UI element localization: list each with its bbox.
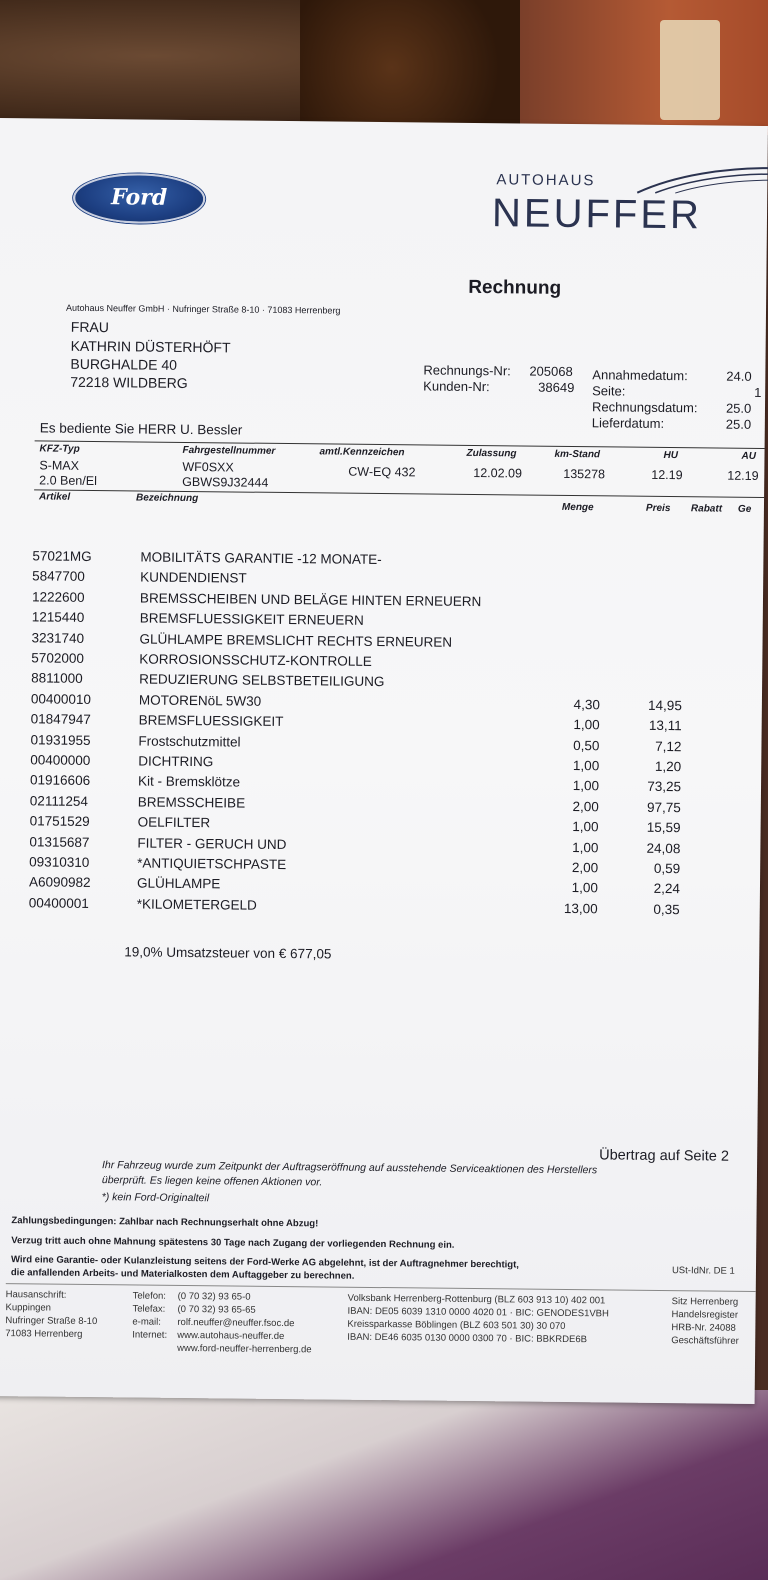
rechnungs-nr-label: Rechnungs-Nr: (423, 362, 511, 379)
footer-bank-line: IBAN: DE05 6039 1310 0000 4020 01 · BIC: GENODES1VBH (347, 1305, 609, 1320)
header-artikel: Artikel (38, 491, 71, 503)
item-description: MOBILITÄTS GARANTIE -12 MONATE- (140, 549, 382, 568)
annahmedatum-label: Annahmedatum: (592, 367, 688, 384)
header-menge: Menge (561, 501, 594, 514)
km-stand-value: 135278 (563, 466, 606, 482)
uebertrag: Übertrag auf Seite 2 (599, 1147, 730, 1165)
item-price: 0,35 (653, 901, 680, 917)
header-preis: Preis (645, 502, 671, 515)
footer-contact-label: Telefax: (132, 1303, 166, 1315)
footer-address-line: Hausanschrift: (5, 1289, 67, 1301)
footer-legal-line: Geschäftsführer (671, 1335, 739, 1347)
item-article-number: 1215440 (31, 609, 85, 626)
kennzeichen-value: CW-EQ 432 (348, 464, 416, 480)
item-price: 97,75 (646, 799, 681, 815)
brand-autohaus: AUTOHAUS (496, 171, 596, 190)
recipient-line: 72218 WILDBERG (70, 373, 188, 391)
item-quantity: 1,00 (572, 819, 599, 835)
header-hu: HU (663, 449, 679, 462)
item-description: FILTER - GERUCH UND (137, 835, 287, 852)
item-description: OELFILTER (137, 814, 211, 831)
service-note: Ihr Fahrzeug wurde zum Zeitpunkt der Auftragseröffnung auf ausstehende Serviceaktionen des Herstellers (101, 1159, 598, 1177)
item-article-number: 57021MG (32, 548, 92, 564)
item-article-number: 00400001 (28, 895, 89, 911)
item-quantity: 0,50 (573, 737, 600, 753)
footer-bank-line: Volksbank Herrenberg-Rottenburg (BLZ 603 913 10) 402 001 (347, 1292, 606, 1307)
item-quantity: 1,00 (571, 880, 599, 896)
header-fahrgestellnummer: Fahrgestellnummer (182, 444, 276, 457)
footer-legal-line: Sitz Herrenberg (671, 1296, 739, 1308)
header-bezeichnung: Bezeichnung (135, 492, 199, 505)
item-article-number: 09310310 (29, 854, 90, 870)
ust-id: USt-IdNr. DE 1 (671, 1265, 735, 1277)
item-article-number: 01931955 (30, 731, 91, 748)
item-description: Kit - Bremsklötze (137, 773, 241, 790)
header-au: AU (741, 450, 757, 462)
rechnungs-nr-value: 205068 (529, 363, 573, 380)
item-article-number: 01315687 (29, 833, 90, 850)
footer-contact-value: (0 70 32) 93 65-0 (177, 1290, 251, 1303)
item-price: 73,25 (647, 779, 682, 795)
rechnungsdatum-value: 25.0 (725, 400, 752, 416)
served-by: Es bediente Sie HERR U. Bessler (39, 420, 243, 438)
item-article-number: 00400000 (30, 752, 91, 768)
fahrgestell-1: WF0SXX (182, 459, 234, 475)
item-price: 13,11 (648, 718, 682, 734)
footer-contact-value: www.ford-neuffer-herrenberg.de (177, 1342, 312, 1356)
item-article-number: 01751529 (29, 813, 90, 830)
ford-logo: Ford (73, 173, 206, 224)
item-description: BREMSSCHEIBEN UND BELÄGE HINTEN ERNEUERN (139, 590, 482, 609)
footer-legal-line: Handelsregister (671, 1309, 739, 1321)
header-rabatt: Rabatt (690, 503, 723, 515)
item-article-number: A6090982 (28, 874, 91, 891)
item-quantity: 4,30 (573, 696, 600, 713)
item-price: 0,59 (653, 860, 681, 877)
item-description: BREMSFLUESSIGKEIT ERNEUERN (139, 610, 364, 629)
seite-value: 1 (754, 384, 762, 400)
item-quantity: 2,00 (571, 860, 599, 876)
item-article-number: 02111254 (29, 793, 88, 809)
recipient-line: BURGHALDE 40 (70, 355, 178, 373)
divider (6, 1283, 756, 1292)
item-article-number: 8811000 (31, 670, 83, 687)
item-description: *ANTIQUIETSCHPASTE (137, 855, 287, 873)
kfz-typ-2: 2.0 Ben/El (39, 473, 97, 489)
lieferdatum-value: 25.0 (725, 416, 752, 432)
coffee-beans-sack (300, 0, 530, 135)
footer-bank-line: IBAN: DE46 6035 0130 0000 0300 70 · BIC: BBKRDE6B (347, 1331, 588, 1346)
header-kennzeichen: amtl.Kennzeichen (319, 446, 405, 459)
sender-line: Autohaus Neuffer GmbH · Nufringer Straße 8-10 · 71083 Herrenberg (65, 302, 341, 316)
item-description: KORROSIONSSCHUTZ-KONTROLLE (139, 651, 372, 669)
footer-legal-line: HRB-Nr. 24088 (671, 1322, 736, 1334)
kfz-typ-1: S-MAX (39, 458, 80, 473)
item-description: Frostschutzmittel (138, 733, 241, 750)
item-quantity: 2,00 (572, 798, 599, 815)
item-article-number: 1222600 (31, 589, 85, 605)
item-description: GLÜHLAMPE (136, 875, 221, 892)
service-note: überprüft. Es liegen keine offenen Aktionen vor. (101, 1174, 323, 1189)
header-km-stand: km-Stand (554, 448, 601, 461)
item-description: GLÜHLAMPE BREMSLICHT RECHTS ERNEUREN (139, 631, 453, 650)
hu-value: 12.19 (651, 467, 683, 483)
kunden-nr-value: 38649 (538, 379, 575, 396)
brand-neuffer: NEUFFER (491, 191, 703, 238)
item-description: MOTORENöL 5W30 (138, 692, 262, 709)
au-value: 12.19 (727, 468, 759, 483)
footer-contact-value: rolf.neuffer@neuffer.fsoc.de (177, 1316, 295, 1330)
lieferdatum-label: Lieferdatum: (591, 415, 665, 431)
footer-contact-value: (0 70 32) 93 65-65 (177, 1303, 256, 1316)
zulassung-value: 12.02.09 (473, 465, 523, 481)
tax-line: 19,0% Umsatzsteuer von € 677,05 (124, 944, 332, 962)
item-description: BREMSFLUESSIGKEIT (138, 712, 284, 730)
recipient-line: FRAU (70, 318, 110, 336)
kunden-nr-label: Kunden-Nr: (423, 378, 490, 395)
item-article-number: 01847947 (30, 711, 91, 728)
payment-terms: Wird eine Garantie- oder Kulanzleistung seitens der Ford-Werke AG abgelehnt, ist der Auftragnehmer berechtigt, (10, 1254, 519, 1271)
footer-address-line: 71083 Herrenberg (5, 1328, 83, 1340)
item-article-number: 3231740 (31, 629, 85, 646)
item-quantity: 13,00 (563, 900, 598, 917)
item-description: REDUZIERUNG SELBSTBETEILIGUNG (139, 671, 385, 690)
footer-contact-label: Telefon: (132, 1290, 167, 1302)
item-quantity: 1,00 (573, 717, 600, 733)
item-description: KUNDENDIENST (140, 569, 247, 586)
cup-shape (520, 0, 768, 135)
item-price: 1,20 (654, 758, 682, 775)
item-price: 15,59 (646, 820, 681, 836)
item-price: 7,12 (655, 738, 682, 754)
fahrgestell-2: GBWS9J32444 (182, 474, 269, 490)
payment-terms: Zahlungsbedingungen: Zahlbar nach Rechnungserhalt ohne Abzug! (11, 1215, 319, 1230)
header-kfz-typ: KFZ-Typ (39, 443, 80, 455)
document-title: Rechnung (468, 276, 562, 299)
item-quantity: 1,00 (572, 778, 600, 794)
payment-terms: die anfallenden Arbeits- und Materialkosten dem Auftaggeber zu berechnen. (10, 1267, 355, 1282)
item-quantity: 1,00 (572, 839, 599, 855)
item-price: 2,24 (653, 881, 681, 897)
recipient-line: KATHRIN DÜSTERHÖFT (70, 337, 231, 356)
item-price: 24,08 (646, 840, 681, 856)
footnote-original: *) kein Ford-Originalteil (101, 1191, 210, 1205)
footer-address-line: Kuppingen (5, 1302, 52, 1314)
item-article-number: 01916606 (29, 772, 91, 789)
payment-terms: Verzug tritt auch ohne Mahnung spätestens 30 Tage nach Zugang der vorliegenden Rechnung ein. (11, 1235, 455, 1251)
footer-contact-value: www.autohaus-neuffer.de (177, 1329, 285, 1343)
item-description: *KILOMETERGELD (136, 896, 257, 913)
annahmedatum-value: 24.0 (726, 368, 752, 384)
item-article-number: 00400010 (30, 691, 92, 707)
item-price: 14,95 (648, 697, 682, 713)
neuffer-swoosh-icon (635, 165, 768, 196)
seite-label: Seite: (592, 383, 626, 399)
invoice-paper (0, 118, 768, 1404)
footer-bank-line: Kreissparkasse Böblingen (BLZ 603 501 30) 30 070 (347, 1318, 566, 1332)
header-zulassung: Zulassung (466, 447, 517, 460)
footer-address-line: Nufringer Straße 8-10 (5, 1315, 98, 1328)
rechnungsdatum-label: Rechnungsdatum: (591, 399, 698, 416)
item-quantity: 1,00 (572, 758, 600, 774)
item-description: DICHTRING (138, 753, 214, 770)
item-article-number: 5702000 (31, 650, 84, 666)
footer-contact-label: Internet: (132, 1329, 168, 1341)
header-ge: Ge (737, 503, 752, 515)
item-description: BREMSSCHEIBE (137, 794, 246, 811)
footer-contact-label: e-mail: (132, 1316, 161, 1328)
item-article-number: 5847700 (32, 568, 85, 585)
background-tablecloth (0, 1390, 768, 1580)
